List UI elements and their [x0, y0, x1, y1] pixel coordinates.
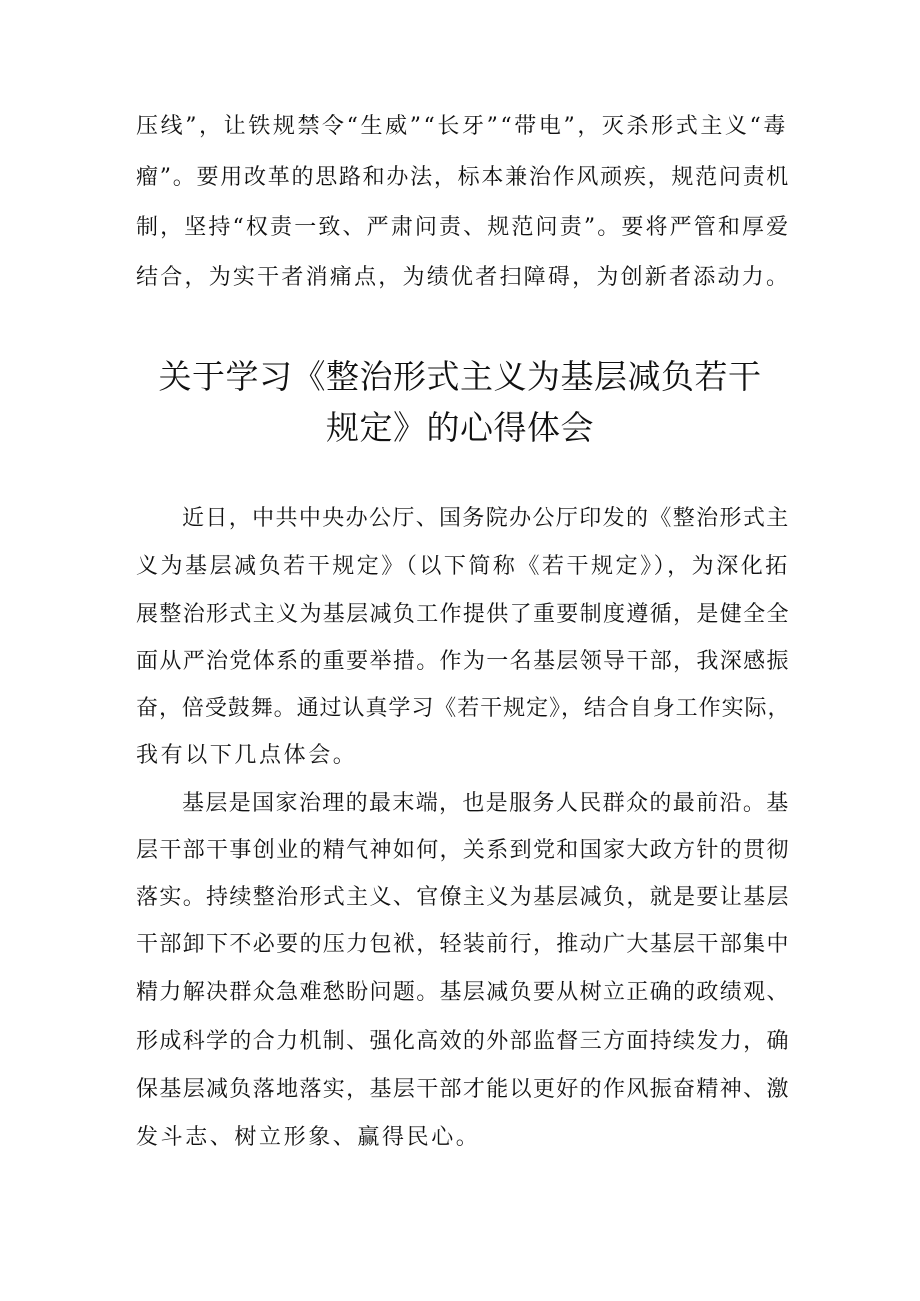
text-line: 基层是国家治理的最末端，也是服务人民群众的最前沿。基: [182, 791, 790, 816]
text-line: 干部卸下不必要的压力包袱，轻装前行，推动广大基层干部集中: [136, 932, 790, 957]
text-line: 面从严治党体系的重要举措。作为一名基层领导干部，我深感振: [136, 649, 790, 674]
text-line: 制，坚持“权责一致、严肃问责、规范问责”。要将严管和厚爱: [136, 215, 791, 240]
text-line: 保基层减负落地落实，基层干部才能以更好的作风振奋精神、激: [136, 1077, 790, 1102]
text-line: 形成科学的合力机制、强化高效的外部监督三方面持续发力，确: [136, 1029, 790, 1054]
text-line: 精力解决群众急难愁盼问题。基层减负要从树立正确的政绩观、: [136, 980, 790, 1005]
text-line: 展整治形式主义为基层减负工作提供了重要制度遵循，是健全全: [136, 602, 790, 627]
title-line: 关于学习《整治形式主义为基层减负若干: [158, 357, 762, 396]
text-line: 奋，倍受鼓舞。通过认真学习《若干规定》，结合自身工作实际，: [136, 696, 791, 721]
text-line: 发斗志、树立形象、赢得民心。: [136, 1125, 481, 1150]
text-line: 压线”，让铁规禁令“生威”“长牙”“带电”，灭杀形式主义“毒: [136, 114, 788, 139]
text-line: 瘤”。要用改革的思路和办法，标本兼治作风顽疾，规范问责机: [136, 165, 791, 190]
text-line: 义为基层减负若干规定》（以下简称《若干规定》），为深化拓: [136, 554, 790, 579]
text-line: 我有以下几点体会。: [136, 743, 358, 768]
text-line: 近日，中共中央办公厅、国务院办公厅印发的《整治形式主: [182, 506, 790, 531]
title-line: 规定》的心得体会: [326, 408, 594, 447]
text-line: 结合，为实干者消痛点，为绩优者扫障碍，为创新者添动力。: [136, 265, 791, 290]
text-line: 层干部干事创业的精气神如何，关系到党和国家大政方针的贯彻: [136, 838, 790, 863]
text-line: 落实。持续整治形式主义、官僚主义为基层减负，就是要让基层: [136, 885, 790, 910]
